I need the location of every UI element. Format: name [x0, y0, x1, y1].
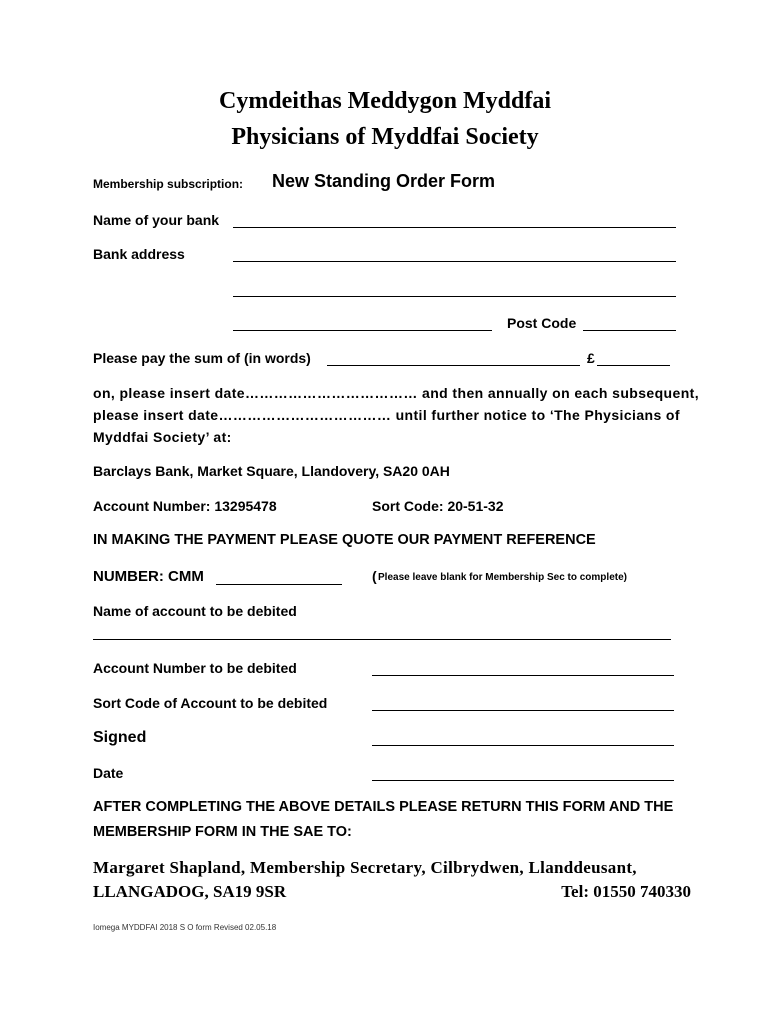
- date-instructions: [93, 382, 699, 448]
- currency-symbol: £: [587, 350, 595, 366]
- form-name: New Standing Order Form: [272, 171, 496, 191]
- date-instructions-line-2: please insert date……………………………… until further notice to ‘The Physicians of: [93, 407, 680, 423]
- bank-name-field[interactable]: [233, 227, 676, 228]
- return-address-line-2: LLANGADOG, SA19 9SR: [93, 882, 287, 901]
- account-name-label: Name of account to be debited: [93, 603, 297, 619]
- debit-sort-code-label: Sort Code of Account to be debited: [93, 695, 328, 711]
- title-welsh: Cymdeithas Meddygon Myddfai: [218, 88, 552, 114]
- signature-field[interactable]: [372, 745, 674, 746]
- debit-account-number-label: Account Number to be debited: [93, 660, 297, 676]
- return-address: [93, 856, 691, 904]
- return-address-line-1: Margaret Shapland, Membership Secretary, Cilbrydwen, Llanddeusant,: [93, 858, 637, 877]
- footer-revision: Iomega MYDDFAI 2018 S O form Revised 02.05.18: [93, 923, 277, 932]
- title-english: Physicians of Myddfai Society: [231, 124, 539, 150]
- payee-sort-code: Sort Code: 20-51-32: [372, 498, 504, 514]
- date-instructions-line-1: on, please insert date……………………………… and then annually on each subsequent,: [93, 385, 699, 401]
- reference-note-paren: (: [372, 568, 377, 584]
- return-instruction-line-1: AFTER COMPLETING THE ABOVE DETAILS PLEASE RETURN THIS FORM AND THE: [93, 799, 674, 815]
- amount-field[interactable]: [597, 365, 670, 366]
- subscription-label: Membership subscription:: [93, 177, 244, 191]
- reference-number-label: NUMBER: CMM: [93, 568, 204, 585]
- bank-address-label: Bank address: [93, 246, 185, 262]
- sum-words-field[interactable]: [327, 365, 580, 366]
- postcode-field[interactable]: [583, 330, 676, 331]
- reference-note: Please leave blank for Membership Sec to complete): [378, 572, 627, 583]
- account-name-field[interactable]: [93, 639, 671, 640]
- date-instructions-line-3: Myddfai Society’ at:: [93, 429, 232, 445]
- bank-address-line-1[interactable]: [233, 261, 676, 262]
- payee-bank-address: Barclays Bank, Market Square, Llandovery, SA20 0AH: [93, 463, 450, 479]
- sum-label: Please pay the sum of (in words): [93, 350, 311, 366]
- payee-account-number: Account Number: 13295478: [93, 498, 277, 514]
- bank-name-label: Name of your bank: [93, 212, 220, 228]
- signed-label: Signed: [93, 729, 147, 746]
- return-instruction-line-2: MEMBERSHIP FORM IN THE SAE TO:: [93, 824, 352, 840]
- reference-number-field[interactable]: [216, 584, 342, 585]
- date-field[interactable]: [372, 780, 674, 781]
- debit-sort-code-field[interactable]: [372, 710, 674, 711]
- return-telephone: Tel: 01550 740330: [561, 882, 691, 901]
- bank-address-line-3[interactable]: [233, 330, 492, 331]
- return-address-line-2-row: [93, 880, 691, 904]
- postcode-label: Post Code: [507, 315, 577, 331]
- reference-instruction: IN MAKING THE PAYMENT PLEASE QUOTE OUR PAYMENT REFERENCE: [93, 532, 596, 548]
- bank-address-line-2[interactable]: [233, 296, 676, 297]
- debit-account-number-field[interactable]: [372, 675, 674, 676]
- date-label: Date: [93, 765, 124, 781]
